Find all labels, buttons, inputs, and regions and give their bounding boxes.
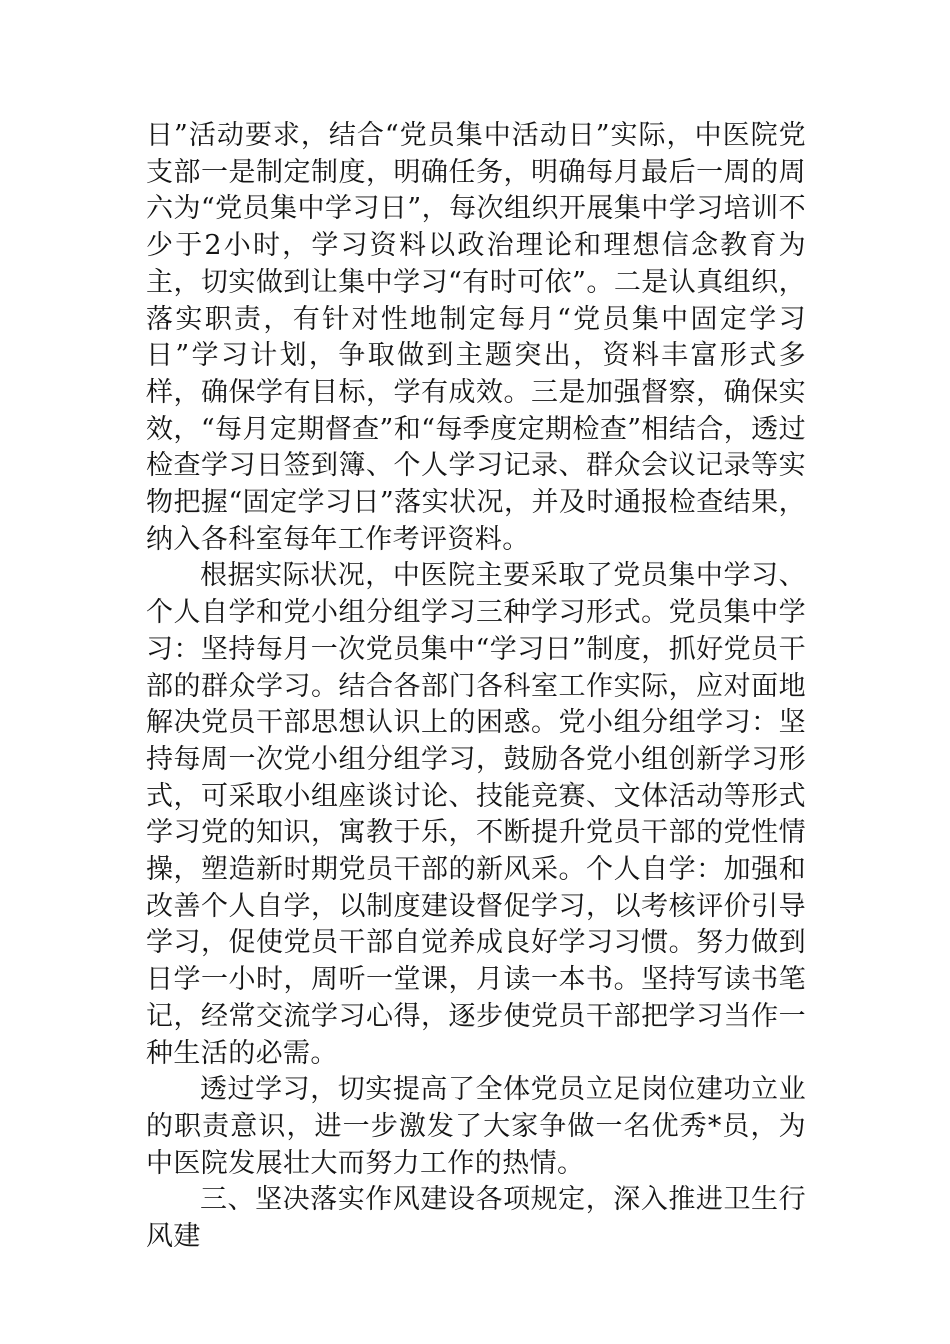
document-page — [146, 118, 806, 1256]
paragraph-study-results: 透过学习，切实提高了全体党员立足岗位建功立业的职责意识，进一步激发了大家争做一名优秀*员，为中医院发展壮大而努力工作的热情。 — [146, 1074, 806, 1179]
paragraph-study-forms: 根据实际状况，中医院主要采取了党员集中学习、个人自学和党小组分组学习三种学习形式。党员集中学习：坚持每月一次党员集中“学习日”制度，抓好党员干部的群众学习。结合各部门各科室工作实际，应对面地解决党员干部思想认识上的困惑。党小组分组学习：坚持每周一次党小组分组学习，鼓励各党小组创新学习形式，可采取小组座谈讨论、技能竞赛、文体活动等形式学习党的知识，寓教于乐，不断提升党员干部的党性情操，塑造新时期党员干部的新风采。个人自学：加强和改善个人自学，以制度建设督促学习，以考核评价引导学习，促使党员干部自觉养成良好学习习惯。努力做到日学一小时，周听一堂课，月读一本书。坚持写读书笔记，经常交流学习心得，逐步使党员干部把学习当作一种生活的必需。 — [146, 560, 806, 1069]
paragraph-study-day-system: 日”活动要求，结合“党员集中活动日”实际，中医院党支部一是制定制度，明确任务，明确每月最后一周的周六为“党员集中学习日”，每次组织开展集中学习培训不少于2小时，学习资料以政治理论和理想信念教育为主，切实做到让集中学习“有时可依”。二是认真组织，落实职责，有针对性地制定每月“党员集中固定学习日”学习计划，争取做到主题突出，资料丰富形式多样，确保学有目标，学有成效。三是加强督察，确保实效，“每月定期督查”和“每季度定期检查”相结合，透过检查学习日签到簿、个人学习记录、群众会议记录等实物把握“固定学习日”落实状况，并及时通报检查结果，纳入各科室每年工作考评资料。 — [146, 120, 806, 555]
paragraph-section-three-heading: 三、坚决落实作风建设各项规定，深入推进卫生行风建 — [146, 1184, 806, 1253]
